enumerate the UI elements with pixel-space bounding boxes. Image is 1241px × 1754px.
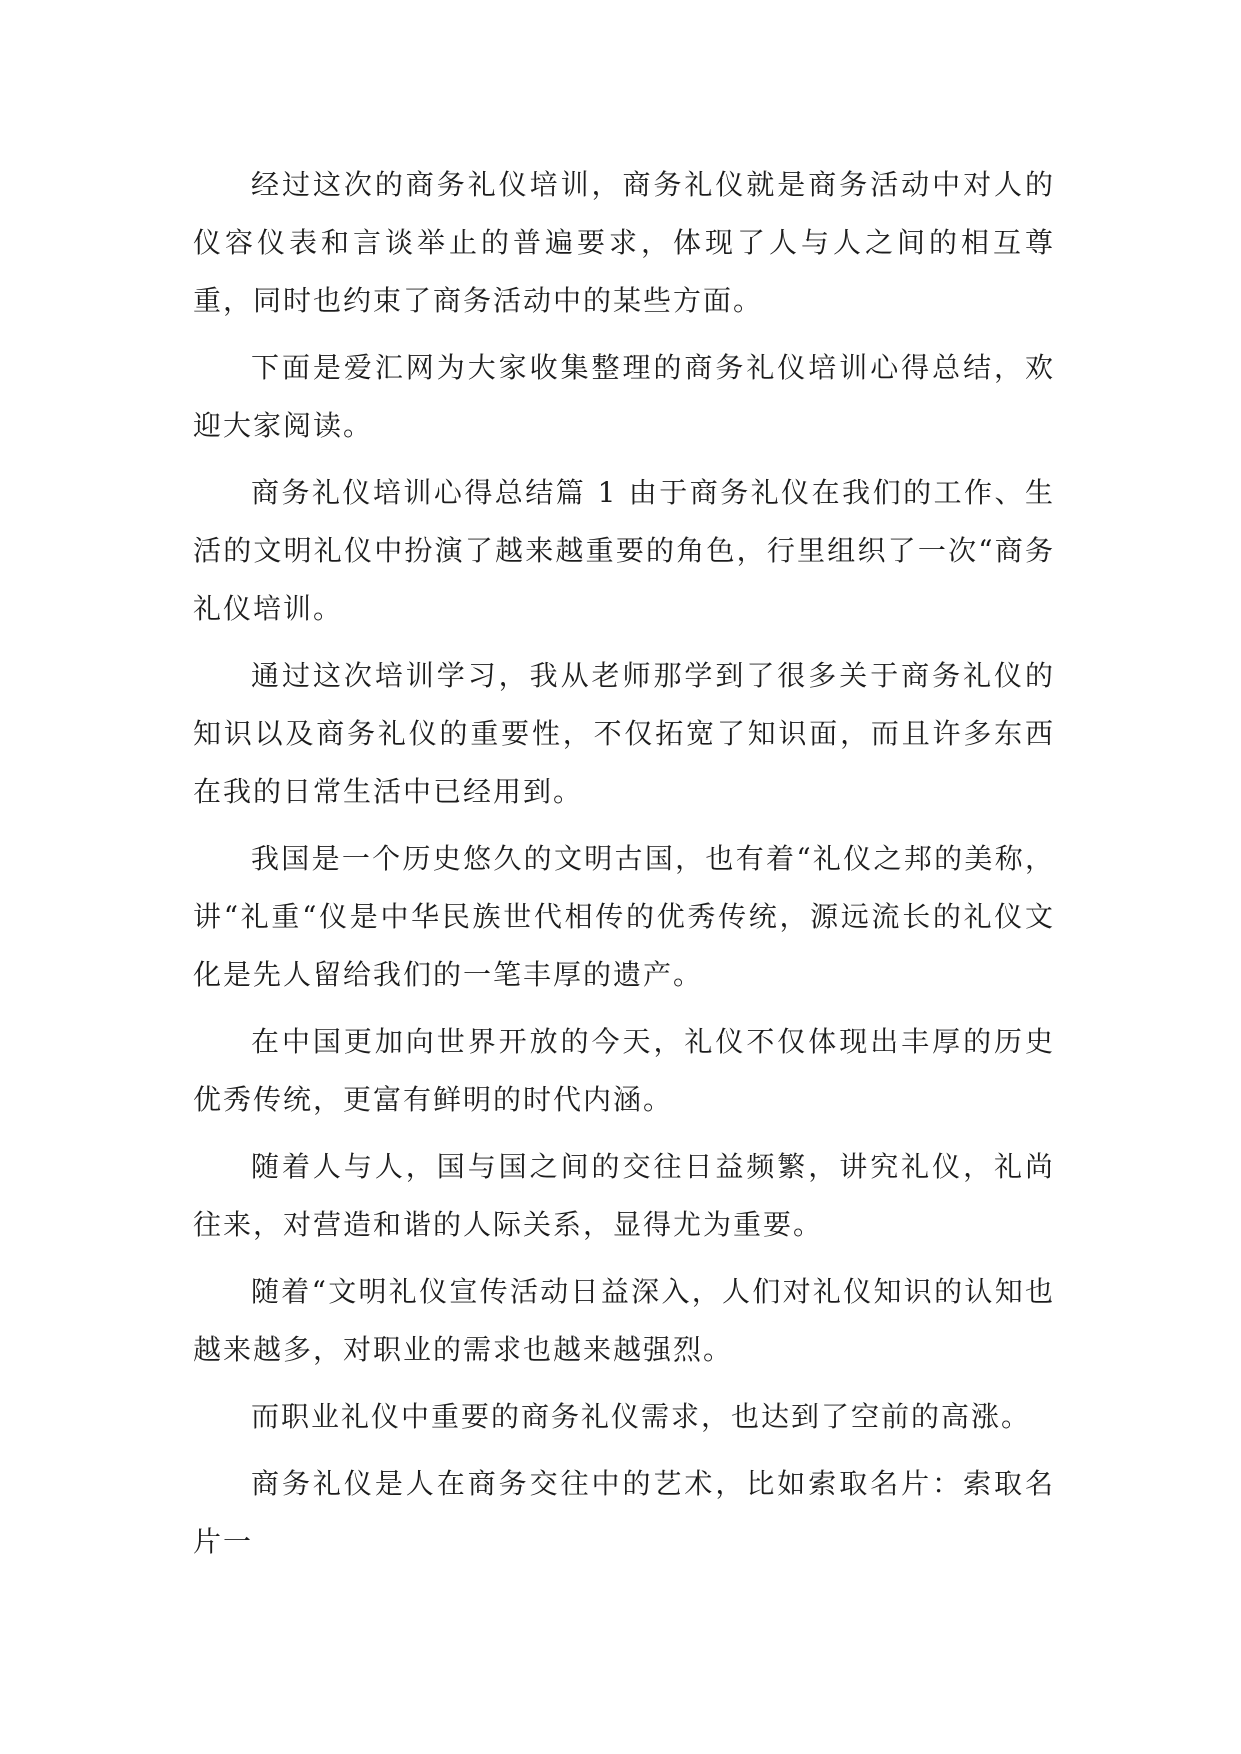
paragraph-5: 我国是一个历史悠久的文明古国，也有着“礼仪之邦的美称，讲“礼重“仪是中华民族世代相传的优秀传统，源远流长的礼仪文化是先人留给我们的一笔丰厚的遗产。 — [193, 842, 1055, 991]
paragraph-3: 商务礼仪培训心得总结篇 1 由于商务礼仪在我们的工作、生活的文明礼仪中扮演了越来越重要的角色，行里组织了一次“商务礼仪培训。 — [193, 476, 1055, 625]
paragraph-6: 在中国更加向世界开放的今天，礼仪不仅体现出丰厚的历史优秀传统，更富有鲜明的时代内涵。 — [193, 1025, 1055, 1116]
paragraph-4: 通过这次培训学习，我从老师那学到了很多关于商务礼仪的知识以及商务礼仪的重要性，不仅拓宽了知识面，而且许多东西在我的日常生活中已经用到。 — [193, 659, 1055, 808]
paragraph-10: 商务礼仪是人在商务交往中的艺术，比如索取名片：索取名片一 — [193, 1467, 1055, 1558]
paragraph-1: 经过这次的商务礼仪培训，商务礼仪就是商务活动中对人的仪容仪表和言谈举止的普遍要求，体现了人与人之间的相互尊重，同时也约束了商务活动中的某些方面。 — [193, 168, 1055, 317]
paragraph-9: 而职业礼仪中重要的商务礼仪需求，也达到了空前的高涨。 — [251, 1400, 1032, 1433]
paragraph-2: 下面是爱汇网为大家收集整理的商务礼仪培训心得总结，欢迎大家阅读。 — [193, 351, 1055, 442]
paragraph-8: 随着“文明礼仪宣传活动日益深入，人们对礼仪知识的认知也越来越多，对职业的需求也越来越强烈。 — [193, 1275, 1055, 1366]
paragraph-7: 随着人与人，国与国之间的交往日益频繁，讲究礼仪，礼尚往来，对营造和谐的人际关系，显得尤为重要。 — [193, 1150, 1055, 1241]
document-body — [193, 156, 1055, 1580]
